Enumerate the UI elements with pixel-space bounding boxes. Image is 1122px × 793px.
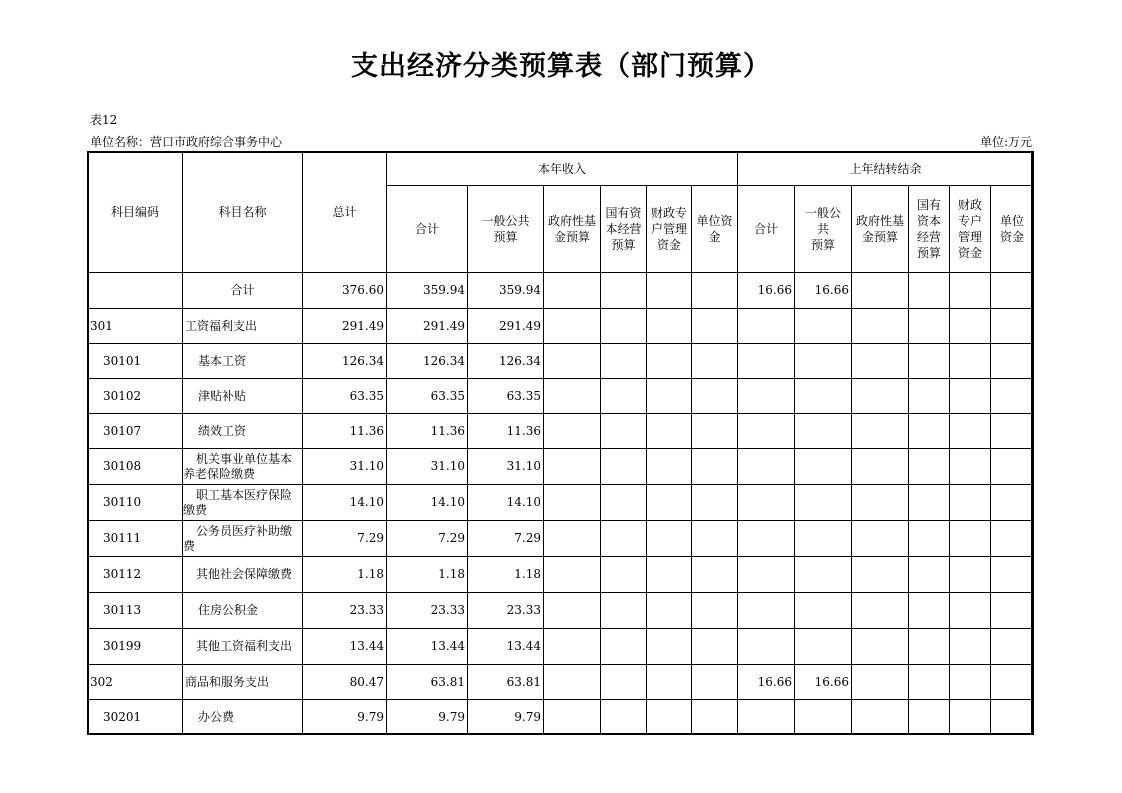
- row-value: [909, 700, 950, 735]
- row-value: [852, 449, 909, 485]
- page-title: 支出经济分类预算表（部门预算）: [351, 51, 771, 82]
- row-value: [909, 665, 950, 700]
- currency-unit-label: 单位:万元: [979, 135, 1032, 149]
- row-value: 63.35: [468, 379, 544, 414]
- row-value: [647, 593, 692, 629]
- row-value: [647, 379, 692, 414]
- row-value: [852, 521, 909, 557]
- row-name: 住房公积金: [183, 593, 303, 629]
- row-value: 16.66: [795, 665, 852, 700]
- row-code: 30112: [88, 557, 183, 593]
- row-name: 其他社会保障缴费: [183, 557, 303, 593]
- row-value: [647, 309, 692, 344]
- row-value: [909, 593, 950, 629]
- row-value: [852, 344, 909, 379]
- row-value: [544, 629, 601, 665]
- table-row: [88, 344, 1034, 379]
- row-value: 1.18: [468, 557, 544, 593]
- row-value: 13.44: [468, 629, 544, 665]
- header-current-col: 合计: [387, 186, 468, 273]
- row-value: [909, 309, 950, 344]
- row-value: [950, 344, 991, 379]
- row-value: [544, 557, 601, 593]
- row-value: [991, 379, 1034, 414]
- row-value: 291.49: [387, 309, 468, 344]
- row-value: 126.34: [303, 344, 387, 379]
- row-value: [909, 379, 950, 414]
- row-value: 9.79: [468, 700, 544, 735]
- row-value: [601, 700, 647, 735]
- row-code: 30201: [88, 700, 183, 735]
- row-value: [852, 309, 909, 344]
- row-value: [909, 273, 950, 309]
- row-name: 基本工资: [183, 344, 303, 379]
- row-value: [692, 593, 738, 629]
- row-value: [950, 485, 991, 521]
- row-value: [544, 414, 601, 449]
- row-value: [601, 344, 647, 379]
- row-code: 30102: [88, 379, 183, 414]
- row-code: 30113: [88, 593, 183, 629]
- row-value: 9.79: [303, 700, 387, 735]
- header-total: 总计: [303, 152, 387, 273]
- row-value: [909, 521, 950, 557]
- row-value: [692, 629, 738, 665]
- row-value: [647, 273, 692, 309]
- row-value: 14.10: [468, 485, 544, 521]
- row-value: [647, 344, 692, 379]
- row-value: [647, 521, 692, 557]
- row-value: 11.36: [303, 414, 387, 449]
- row-value: [852, 665, 909, 700]
- row-value: [738, 379, 795, 414]
- row-name: 工资福利支出: [183, 309, 303, 344]
- row-name: 绩效工资: [183, 414, 303, 449]
- row-value: [991, 485, 1034, 521]
- row-value: [692, 449, 738, 485]
- row-value: [950, 665, 991, 700]
- row-value: [647, 629, 692, 665]
- row-value: [544, 379, 601, 414]
- row-value: [601, 665, 647, 700]
- row-value: 16.66: [738, 665, 795, 700]
- row-code: [88, 273, 183, 309]
- row-value: 7.29: [468, 521, 544, 557]
- row-code: 30110: [88, 485, 183, 521]
- row-value: [950, 309, 991, 344]
- row-value: 9.79: [387, 700, 468, 735]
- row-value: [647, 449, 692, 485]
- row-value: [795, 344, 852, 379]
- row-value: 63.81: [468, 665, 544, 700]
- row-value: 7.29: [303, 521, 387, 557]
- row-value: [950, 521, 991, 557]
- row-value: [991, 521, 1034, 557]
- table-row: [88, 593, 1034, 629]
- row-value: [647, 665, 692, 700]
- row-name: 商品和服务支出: [183, 665, 303, 700]
- row-value: [601, 629, 647, 665]
- row-name: 津贴补贴: [183, 379, 303, 414]
- table-row: [88, 629, 1034, 665]
- table-row: [88, 273, 1034, 309]
- row-value: [692, 273, 738, 309]
- row-value: [601, 309, 647, 344]
- row-value: [909, 414, 950, 449]
- row-value: [991, 700, 1034, 735]
- row-value: [852, 700, 909, 735]
- table-row: [88, 700, 1034, 735]
- header-current-col: 政府性基 金预算: [544, 186, 601, 273]
- row-value: 359.94: [468, 273, 544, 309]
- row-value: [738, 557, 795, 593]
- row-value: [738, 629, 795, 665]
- row-value: [544, 665, 601, 700]
- row-value: [601, 521, 647, 557]
- row-value: [991, 557, 1034, 593]
- header-prior-col: 单位 资金: [991, 186, 1034, 273]
- row-value: [950, 414, 991, 449]
- row-value: [991, 629, 1034, 665]
- row-value: [692, 557, 738, 593]
- row-value: [738, 521, 795, 557]
- row-value: [909, 449, 950, 485]
- row-value: [852, 485, 909, 521]
- row-value: 16.66: [795, 273, 852, 309]
- row-value: [544, 485, 601, 521]
- row-value: [647, 700, 692, 735]
- row-value: [738, 309, 795, 344]
- row-value: [544, 593, 601, 629]
- header-current-col: 财政专 户管理 资金: [647, 186, 692, 273]
- row-code: 30111: [88, 521, 183, 557]
- row-value: 23.33: [303, 593, 387, 629]
- row-value: 31.10: [387, 449, 468, 485]
- row-value: [738, 593, 795, 629]
- row-value: 11.36: [387, 414, 468, 449]
- row-name: 其他工资福利支出: [183, 629, 303, 665]
- row-value: [950, 700, 991, 735]
- row-value: 126.34: [468, 344, 544, 379]
- table-row: [88, 557, 1034, 593]
- row-value: 63.81: [387, 665, 468, 700]
- row-value: [795, 593, 852, 629]
- row-value: [544, 309, 601, 344]
- row-value: [692, 665, 738, 700]
- row-value: [852, 273, 909, 309]
- row-value: 376.60: [303, 273, 387, 309]
- row-value: 80.47: [303, 665, 387, 700]
- row-value: 11.36: [468, 414, 544, 449]
- row-value: [738, 414, 795, 449]
- table-row: [88, 665, 1034, 700]
- row-value: 31.10: [303, 449, 387, 485]
- row-value: [950, 379, 991, 414]
- row-value: [601, 379, 647, 414]
- row-value: [950, 593, 991, 629]
- row-value: [601, 273, 647, 309]
- row-value: [852, 629, 909, 665]
- row-value: [795, 449, 852, 485]
- row-value: 14.10: [387, 485, 468, 521]
- row-value: 1.18: [387, 557, 468, 593]
- row-value: [692, 309, 738, 344]
- table-number: 表12: [90, 113, 118, 127]
- row-value: [544, 521, 601, 557]
- row-value: [795, 414, 852, 449]
- table-row: [88, 521, 1034, 557]
- row-value: [601, 449, 647, 485]
- row-name: 公务员医疗补助缴费: [183, 521, 303, 557]
- row-name: 办公费: [183, 700, 303, 735]
- row-code: 30108: [88, 449, 183, 485]
- header-prior-col: 国有 资本 经营 预算: [909, 186, 950, 273]
- table-row: [88, 485, 1034, 521]
- row-value: [950, 273, 991, 309]
- row-code: 30107: [88, 414, 183, 449]
- row-value: [544, 273, 601, 309]
- row-value: [909, 557, 950, 593]
- row-value: [601, 414, 647, 449]
- row-code: 302: [88, 665, 183, 700]
- row-value: [852, 557, 909, 593]
- row-value: [852, 414, 909, 449]
- row-value: [795, 521, 852, 557]
- row-value: 7.29: [387, 521, 468, 557]
- row-value: [738, 700, 795, 735]
- header-current-col: 一般公共 预算: [468, 186, 544, 273]
- row-code: 30101: [88, 344, 183, 379]
- row-value: [738, 449, 795, 485]
- row-value: [647, 414, 692, 449]
- row-value: [991, 593, 1034, 629]
- header-current-col: 国有资 本经营 预算: [601, 186, 647, 273]
- row-name: 合计: [183, 273, 303, 309]
- row-value: [795, 557, 852, 593]
- header-prior-col: 合计: [738, 186, 795, 273]
- row-value: [991, 665, 1034, 700]
- row-value: 1.18: [303, 557, 387, 593]
- row-value: [950, 557, 991, 593]
- row-value: [795, 379, 852, 414]
- row-value: [852, 379, 909, 414]
- row-value: [795, 700, 852, 735]
- row-value: [601, 593, 647, 629]
- row-value: 23.33: [468, 593, 544, 629]
- row-value: 13.44: [387, 629, 468, 665]
- header-name: 科目名称: [183, 152, 303, 273]
- row-value: [909, 485, 950, 521]
- row-value: [601, 557, 647, 593]
- row-value: [909, 344, 950, 379]
- header-prior-col: 政府性基 金预算: [852, 186, 909, 273]
- row-value: [647, 557, 692, 593]
- header-prior-col: 一般公 共 预算: [795, 186, 852, 273]
- row-value: [692, 700, 738, 735]
- row-value: [738, 485, 795, 521]
- row-value: [950, 449, 991, 485]
- row-value: [991, 449, 1034, 485]
- row-value: [692, 379, 738, 414]
- row-value: 63.35: [303, 379, 387, 414]
- table-row: [88, 309, 1034, 344]
- row-value: 23.33: [387, 593, 468, 629]
- header-prior-balance: 上年结转结余: [738, 152, 1034, 186]
- row-value: 14.10: [303, 485, 387, 521]
- row-value: [647, 485, 692, 521]
- row-value: 31.10: [468, 449, 544, 485]
- budget-table: [87, 151, 1034, 735]
- row-value: [909, 629, 950, 665]
- row-value: [795, 485, 852, 521]
- row-value: 359.94: [387, 273, 468, 309]
- row-code: 301: [88, 309, 183, 344]
- row-value: [692, 485, 738, 521]
- header-prior-col: 财政 专户 管理 资金: [950, 186, 991, 273]
- row-value: [692, 521, 738, 557]
- row-value: [950, 629, 991, 665]
- row-value: 126.34: [387, 344, 468, 379]
- row-value: [544, 449, 601, 485]
- header-current-year: 本年收入: [387, 152, 738, 186]
- unit-name-label: 单位名称：营口市政府综合事务中心: [90, 135, 283, 149]
- table-row: [88, 379, 1034, 414]
- row-value: [601, 485, 647, 521]
- header-code: 科目编码: [88, 152, 183, 273]
- row-value: [544, 344, 601, 379]
- header-current-col: 单位资 金: [692, 186, 738, 273]
- row-code: 30199: [88, 629, 183, 665]
- row-value: [991, 344, 1034, 379]
- table-row: [88, 414, 1034, 449]
- row-value: [738, 344, 795, 379]
- row-value: [991, 309, 1034, 344]
- table-row: [88, 449, 1034, 485]
- row-value: [544, 700, 601, 735]
- row-value: 13.44: [303, 629, 387, 665]
- row-name: 职工基本医疗保险缴费: [183, 485, 303, 521]
- row-value: 16.66: [738, 273, 795, 309]
- row-value: [991, 414, 1034, 449]
- row-value: [795, 309, 852, 344]
- row-value: [991, 273, 1034, 309]
- row-value: [852, 593, 909, 629]
- row-value: 291.49: [303, 309, 387, 344]
- row-value: [795, 629, 852, 665]
- row-value: 291.49: [468, 309, 544, 344]
- row-name: 机关事业单位基本养老保险缴费: [183, 449, 303, 485]
- row-value: [692, 344, 738, 379]
- row-value: [692, 414, 738, 449]
- row-value: 63.35: [387, 379, 468, 414]
